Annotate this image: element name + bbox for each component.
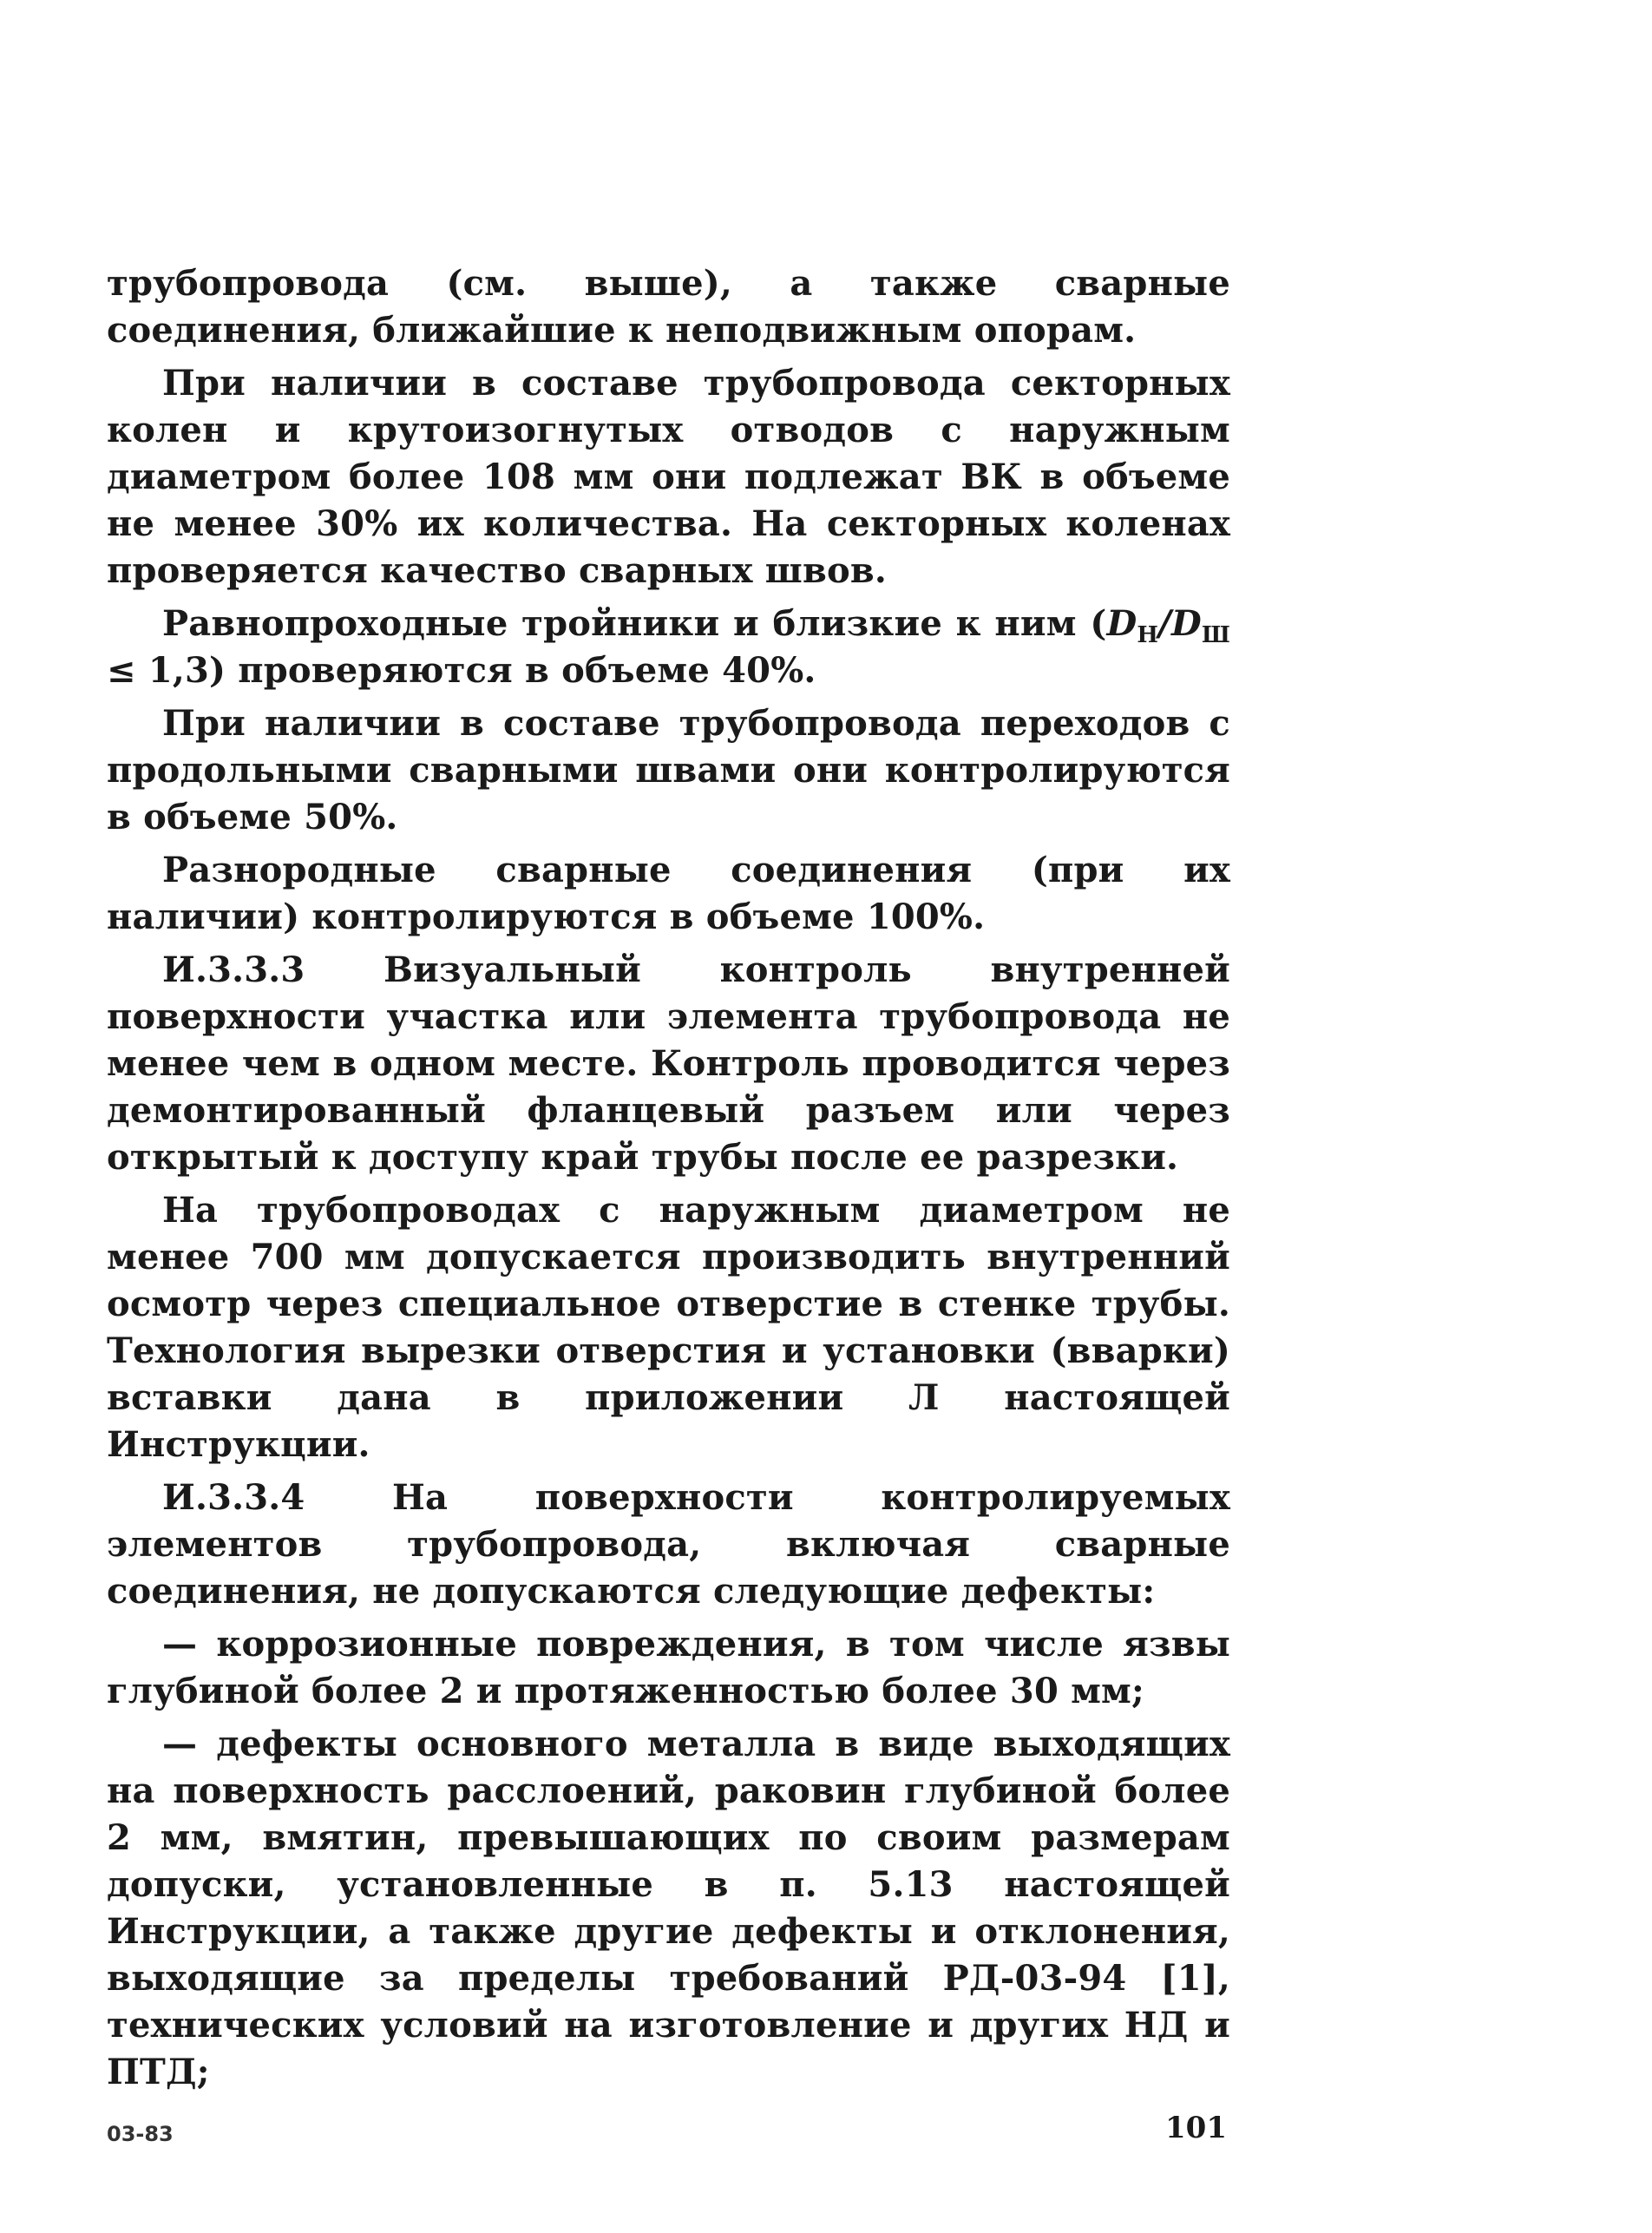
list-item-base-metal-defects: — дефекты основного металла в виде выходящих на поверхность расслоений, раковин глубиной более 2 мм, вмятин, превышающих по своим размерам допуски, установленные в п. 5.13 настоящей Инструкции, а также другие дефекты и отклонения, выходящие за пределы требований РД-03-94 [1], технических условий на изготовление и других НД и ПТД;	[107, 1724, 1230, 2092]
paragraph-continuation: трубопровода (см. выше), а также сварные соединения, ближайшие к неподвижным опорам.	[107, 263, 1230, 351]
paragraph-section-i3-3-4: И.3.3.4 На поверхности контролируемых элементов трубопровода, включая сварные соединения, не допускаются следующие дефекты:	[107, 1477, 1230, 1612]
list-item-corrosion: — коррозионные повреждения, в том числе язвы глубиной более 2 и протяженностью более 30 мм;	[107, 1624, 1230, 1711]
diameter-symbol-1: D	[1106, 603, 1137, 644]
diameter-subscript-2: Ш	[1201, 622, 1230, 648]
paragraph-sector-bends: При наличии в составе трубопровода секторных колен и крутоизогнутых отводов с наружным диаметром более 108 мм они подлежат ВК в объеме не менее 30% их количества. На секторных коленах проверяется качество сварных швов.	[107, 363, 1230, 591]
paragraph-section-i3-3-3: И.3.3.3 Визуальный контроль внутренней поверхности участка или элемента трубопровода не менее чем в одном месте. Контроль проводится через демонтированный фланцевый разъем или через открытый к доступу край трубы после ее разрезки.	[107, 949, 1230, 1178]
diameter-subscript-1: Н	[1137, 622, 1159, 648]
paragraph-large-pipes: На трубопроводах с наружным диаметром не менее 700 мм допускается производить внутренний осмотр через специальное отверстие в стенке трубы. Технология вырезки отверстия и установки (вварки) вставки дана в приложении Л настоящей Инструкции.	[107, 1190, 1230, 1465]
paragraph-dissimilar-welds: Разнородные сварные соединения (при их наличии) контролируются в объеме 100%.	[107, 850, 1230, 937]
footer-code: 03-83	[107, 2122, 174, 2146]
paragraph-tees	[107, 601, 1230, 694]
tees-text-before: Равнопроходные тройники и близкие к ним (	[162, 603, 1107, 644]
body-text	[107, 260, 1230, 2102]
page-number: 101	[1165, 2111, 1227, 2145]
paragraph-transitions: При наличии в составе трубопровода переходов с продольными сварными швами они контролируются в объеме 50%.	[107, 703, 1230, 837]
tees-text-after: ≤ 1,3) проверяются в объеме 40%.	[107, 650, 816, 691]
diameter-symbol-2: D	[1170, 603, 1202, 644]
ratio-slash: /	[1158, 603, 1171, 644]
